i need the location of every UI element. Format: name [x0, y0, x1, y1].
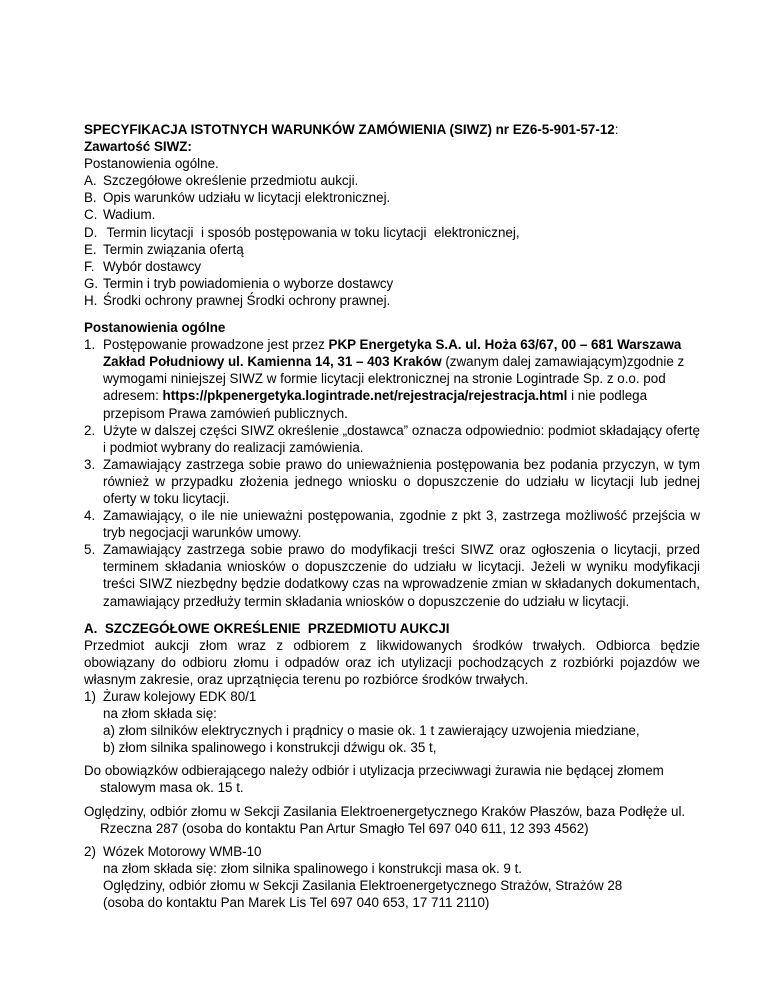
item-number: 3.	[84, 456, 96, 472]
toc-text: Opis warunków udziału w licytacji elektronicznej.	[103, 190, 391, 206]
item-number: 4.	[84, 508, 96, 524]
title-colon: :	[614, 122, 619, 137]
title-text: SPECYFIKACJA ISTOTNYCH WARUNKÓW ZAMÓWIENIA (SIWZ) nr EZ6-5-901-57-12	[84, 122, 615, 137]
inspection-note: Oględziny, odbiór złomu w Sekcji Zasilania Elektroenergetycznego Kraków Płaszów, baza Podłęże ul. Rzeczna 287 (osoba do kontaktu Pan Artur Smagło Tel 697 040 611, 12 393 4562)	[84, 803, 686, 836]
general-item-4	[84, 507, 700, 541]
disposal-note: Do obowiązków odbierającego należy odbiór i utylizacja przeciwwagi żurawia nie będącej złomem stalowym masa ok. 15 t.	[84, 763, 664, 796]
item-number: 1)	[84, 689, 96, 704]
general-heading: Postanowienia ogólne	[84, 320, 226, 336]
toc-text: Wybór dostawcy	[103, 258, 202, 274]
general-item-2	[84, 422, 700, 456]
toc-item-f	[84, 258, 700, 275]
toc-intro: Postanowienia ogólne.	[84, 156, 219, 172]
spacer	[84, 309, 700, 319]
item-body	[103, 336, 700, 421]
section-a-intro: Przedmiot aukcji złom wraz z odbiorem z likwidowanych środków trwałych. Odbiorca będzie obowiązany do odbioru złomu i odpadów oraz ich utylizacji pochodzących z rozbiórki pojazdów we własnym zakresie, oraz uprzątnięcia terenu po rozbiórce środków trwałych.	[84, 637, 700, 687]
toc-letter: F.	[84, 258, 95, 274]
item-body	[103, 688, 700, 756]
item-body: Zamawiający zastrzega sobie prawo do unieważnienia postępowania bez podania przyczyn, w tym również w przypadku złożenia jednego wniosku o dopuszczenie do udziału w licytacji lub jednej oferty w toku licytacji.	[103, 456, 700, 506]
item-line: Oględziny, odbiór złomu w Sekcji Zasilania Elektroenergetycznego Strażów, Strażów 28	[103, 877, 623, 893]
toc-letter: G.	[84, 275, 99, 291]
item-body: Zamawiający zastrzega sobie prawo do modyfikacji treści SIWZ oraz ogłoszenia o licytacji, przed terminem składania wniosków o dopuszczenie do udziału w licytacji. Jeżeli w wyniku modyfikacji treści SIWZ niezbędny będzie dodatkowy czas na wprowadzenie zmian w składanych dokumentach, zamawiający przedłuży termin składania wniosków o dopuszczenie do udziału w licytacji.	[103, 542, 700, 609]
contents-label	[84, 138, 700, 155]
platform-url: https://pkpenergetyka.logintrade.net/rejestracja/rejestracja.html	[162, 388, 568, 404]
item-line: b) złom silnika spalinowego i konstrukcji dźwigu ok. 35 t,	[103, 740, 437, 756]
item-title: Wózek Motorowy WMB-10	[103, 843, 262, 859]
toc-letter: A.	[84, 173, 97, 189]
spacer	[84, 610, 700, 620]
toc-letter: H.	[84, 292, 98, 308]
toc-item-a	[84, 172, 700, 189]
item-body: Zamawiający, o ile nie unieważni postępowania, zgodnie z pkt 3, zastrzega możliwość przejścia w tryb negocjacji warunków umowy.	[103, 508, 700, 541]
item-body: Użyte w dalszej części SIWZ określenie „dostawca” oznacza odpowiednio: podmiot składający ofertę i podmiot wybrany do realizacji zamówienia.	[103, 422, 700, 455]
item-body	[103, 843, 700, 911]
toc-text: Termin związania ofertą	[103, 241, 244, 257]
item-title: Żuraw kolejowy EDK 80/1	[103, 689, 257, 704]
toc-item-c	[84, 206, 700, 223]
item-line: na złom składa się: złom silnika spalinowego i konstrukcji masa ok. 9 t.	[103, 860, 523, 876]
toc-item-b	[84, 189, 700, 206]
item-number: 1.	[84, 337, 96, 353]
toc-letter: B.	[84, 190, 97, 206]
general-item-1	[84, 336, 700, 421]
toc-item-d	[84, 224, 700, 241]
item-text: Postępowanie prowadzone jest przez	[103, 337, 329, 353]
item-number: 5.	[84, 542, 96, 558]
document-page	[84, 121, 700, 911]
item-text: i nie podlega przepisom Prawa zamówień publicznych.	[103, 388, 648, 421]
general-item-3	[84, 456, 700, 507]
document-title	[84, 121, 700, 138]
contents-label-text: Zawartość SIWZ:	[84, 139, 192, 155]
toc-text: Wadium.	[103, 207, 156, 223]
item-number: 2)	[84, 843, 96, 859]
toc-item-h	[84, 292, 700, 309]
toc-letter: C.	[84, 207, 98, 223]
item-line: a) złom silników elektrycznych i prądnicy o masie ok. 1 t zawierający uzwojenia miedziane,	[103, 723, 640, 739]
item-text: (zwanym dalej zamawiającym)zgodnie z wymogami niniejszej SIWZ w formie licytacji elektronicznej na stronie Logintrade Sp. z o.o. pod adresem:	[103, 354, 685, 404]
general-item-5	[84, 541, 700, 609]
item-number: 2.	[84, 422, 96, 438]
toc-text: Termin i tryb powiadomienia o wyborze dostawcy	[103, 275, 394, 291]
item-line: na złom składa się:	[103, 706, 217, 722]
toc-item-g	[84, 275, 700, 292]
toc-text: Środki ochrony prawnej Środki ochrony prawnej.	[103, 292, 391, 308]
toc-list	[84, 172, 700, 309]
auction-item-2	[84, 843, 700, 911]
toc-letter: E.	[84, 241, 97, 257]
auction-item-1	[84, 688, 700, 756]
toc-item-e	[84, 241, 700, 258]
contracting-party: PKP Energetyka S.A. ul. Hoża 63/67, 00 – 681 Warszawa Zakład Południowy ul. Kamienna 14, 31 – 403 Kraków	[103, 337, 682, 370]
toc-text: Termin licytacji i sposób postępowania w toku licytacji elektronicznej,	[103, 224, 520, 240]
item-line: (osoba do kontaktu Pan Marek Lis Tel 697 040 653, 17 711 2110)	[103, 895, 490, 911]
section-a-heading: A. SZCZEGÓŁOWE OKREŚLENIE PRZEDMIOTU AUKCJI	[84, 620, 450, 636]
toc-letter: D.	[84, 224, 98, 240]
toc-text: Szczegółowe określenie przedmiotu aukcji.	[103, 173, 359, 189]
